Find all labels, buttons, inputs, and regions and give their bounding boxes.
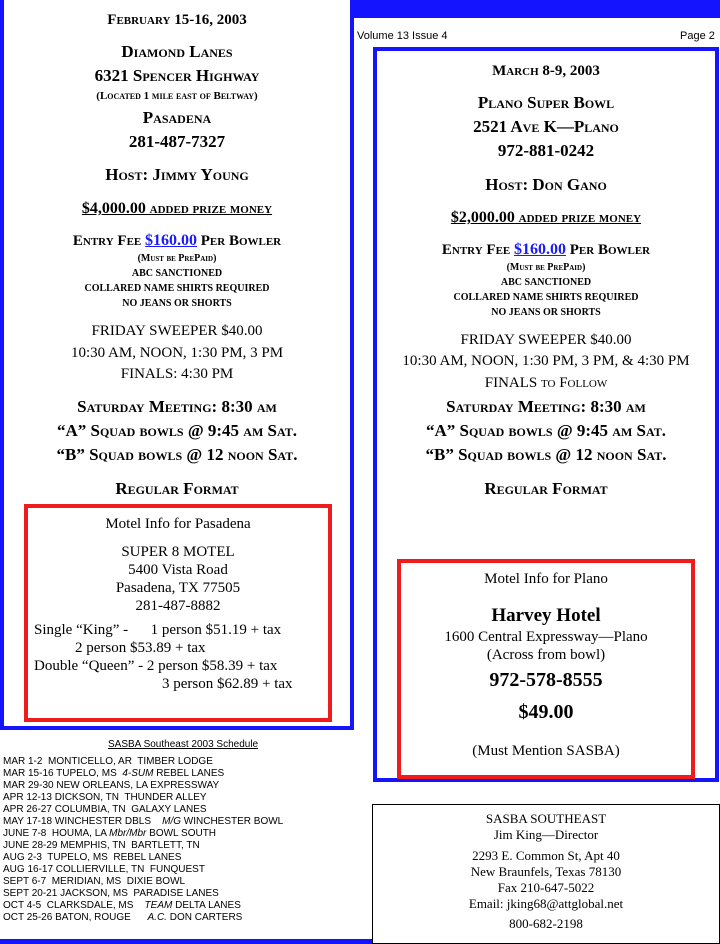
schedule-venue: BOWL SOUTH <box>146 828 217 839</box>
schedule-date: SEPT 20-21 <box>3 888 58 899</box>
schedule-date: SEPT 6-7 <box>3 876 47 887</box>
motel-rate: $49.00 <box>518 701 574 723</box>
schedule-location: MERIDIAN, MS DIXIE BOWL <box>46 876 186 887</box>
prize-text: added prize money <box>514 210 642 226</box>
motel-box-pasadena <box>24 504 332 722</box>
motel-phone: 972-578-8555 <box>489 669 603 691</box>
schedule-date: JUNE 7-8 <box>3 828 47 839</box>
schedule-location: NEW ORLEANS, LA EXPRESSWAY <box>53 780 220 791</box>
schedule-item <box>3 912 283 924</box>
schedule-location: DICKSON, TN THUNDER ALLEY <box>51 792 207 803</box>
schedule-date: OCT 4-5 <box>3 900 42 911</box>
event-host: Host: Jimmy Young <box>105 165 249 184</box>
schedule-item <box>3 768 283 780</box>
schedule-date: APR 12-13 <box>3 792 52 803</box>
top-blue-bar <box>350 0 720 18</box>
bottom-blue-bar <box>0 939 372 944</box>
schedule-item <box>3 840 283 852</box>
abc-sanctioned: ABC SANCTIONED <box>500 277 592 288</box>
schedule-location: BATON, ROUGE <box>52 912 148 923</box>
motel-name: SUPER 8 MOTEL <box>121 544 235 560</box>
prepaid-note: (Must be PrePaid) <box>506 262 586 273</box>
venue-city: Pasadena <box>142 108 212 127</box>
motel-rate-single-2: 2 person $53.89 + tax <box>75 640 206 656</box>
sweeper-times: 10:30 AM, NOON, 1:30 PM, 3 PM <box>70 345 284 361</box>
entry-fee-line <box>4 232 350 250</box>
motel-rate-double-3: 3 person $62.89 + tax <box>162 676 293 692</box>
venue-phone: 281-487-7327 <box>128 132 226 151</box>
schedule-location: MEMPHIS, TN BARTLETT, TN <box>57 840 200 851</box>
entry-fee-link[interactable]: $160.00 <box>145 232 197 249</box>
prepaid-note: (Must be PrePaid) <box>137 253 217 264</box>
schedule-date: APR 26-27 <box>3 804 52 815</box>
prize-money <box>4 200 350 218</box>
schedule-location: HOUMA, LA <box>46 828 110 839</box>
motel-rate-double: Double “Queen” - 2 person $58.39 + tax <box>34 658 278 674</box>
motel-street: 1600 Central Expressway—Plano <box>444 629 648 645</box>
schedule-location: COLLIERVILLE, TN FUNQUEST <box>53 864 205 875</box>
motel-note: (Across from bowl) <box>486 647 606 663</box>
jeans-rule: NO JEANS OR SHORTS <box>491 307 601 318</box>
contact-director: Jim King—Director <box>493 827 599 842</box>
schedule-title: SASBA Southeast 2003 Schedule <box>108 739 259 750</box>
schedule-date: OCT 25-26 <box>3 912 53 923</box>
schedule-location: WINCHESTER DBLS <box>52 816 163 827</box>
event-date: March 8-9, 2003 <box>492 63 600 79</box>
entry-fee-per: Per Bowler <box>566 242 651 258</box>
schedule-location: JACKSON, MS PARADISE LANES <box>57 888 219 899</box>
schedule-item <box>3 852 283 864</box>
schedule-date: MAR 15-16 <box>3 768 54 779</box>
venue-address: 2521 Ave K—Plano <box>473 117 619 136</box>
motel-phone: 281-487-8882 <box>135 598 221 614</box>
venue-name: Diamond Lanes <box>121 42 233 61</box>
venue-phone: 972-881-0242 <box>497 141 595 160</box>
schedule-date: MAR 29-30 <box>3 780 54 791</box>
squad-a: “A” Squad bowls @ 9:45 am Sat. <box>56 421 298 440</box>
saturday-meeting: Saturday Meeting: 8:30 am <box>446 397 646 416</box>
entry-fee-per: Per Bowler <box>197 233 282 249</box>
entry-fee-label: Entry Fee <box>72 233 145 249</box>
schedule-venue: WINCHESTER BOWL <box>181 816 284 827</box>
contact-email[interactable]: Email: jking68@attglobal.net <box>468 896 624 911</box>
schedule-event-type: TEAM <box>144 900 173 911</box>
volume-issue: Volume 13 Issue 4 <box>357 30 448 42</box>
schedule-location: CLARKSDALE, MS <box>41 900 145 911</box>
motel-title: Motel Info for Pasadena <box>105 516 251 532</box>
entry-fee-line <box>377 241 715 259</box>
squad-b: “B” Squad bowls @ 12 noon Sat. <box>425 445 667 464</box>
squad-a: “A” Squad bowls @ 9:45 am Sat. <box>425 421 667 440</box>
motel-title: Motel Info for Plano <box>484 571 608 587</box>
schedule-item <box>3 888 283 900</box>
venue-location-note: (Located 1 mile east of Beltway) <box>96 90 258 102</box>
schedule-item <box>3 900 283 912</box>
shirts-rule: COLLARED NAME SHIRTS REQUIRED <box>453 292 639 303</box>
schedule-event-type: Mbr/Mbr <box>109 828 147 839</box>
venue-address: 6321 Spencer Highway <box>94 66 260 85</box>
jeans-rule: NO JEANS OR SHORTS <box>122 298 232 309</box>
schedule-item <box>3 804 283 816</box>
schedule-item <box>3 780 283 792</box>
shirts-rule: COLLARED NAME SHIRTS REQUIRED <box>84 283 270 294</box>
entry-fee-label: Entry Fee <box>441 242 514 258</box>
schedule-venue: REBEL LANES <box>153 768 225 779</box>
schedule-date: MAR 1-2 <box>3 756 43 767</box>
schedule-location: COLUMBIA, TN GALAXY LANES <box>51 804 207 815</box>
schedule-item <box>3 828 283 840</box>
prize-text: added prize money <box>145 201 273 217</box>
motel-name: Harvey Hotel <box>491 605 601 626</box>
schedule-location: TUPELO, MS REBEL LANES <box>41 852 182 863</box>
sweeper-times: 10:30 AM, NOON, 1:30 PM, 3 PM, & 4:30 PM <box>402 353 690 369</box>
schedule-location: MONTICELLO, AR TIMBER LODGE <box>42 756 213 767</box>
motel-rate-single: Single “King” - 1 person $51.19 + tax <box>34 622 282 638</box>
schedule-item <box>3 816 283 828</box>
schedule-event-type: M/G <box>162 816 182 827</box>
venue-name: Plano Super Bowl <box>477 93 615 112</box>
abc-sanctioned: ABC SANCTIONED <box>131 268 223 279</box>
schedule-location: TUPELO, MS <box>53 768 123 779</box>
schedule-item <box>3 864 283 876</box>
prize-amount: $2,000.00 <box>450 209 515 226</box>
motel-city: Pasadena, TX 77505 <box>115 580 241 596</box>
schedule-venue: DELTA LANES <box>172 900 241 911</box>
schedule-event-type: A.C. <box>147 912 167 923</box>
schedule-date: AUG 16-17 <box>3 864 54 875</box>
contact-phone: 800-682-2198 <box>509 916 583 931</box>
schedule-item <box>3 876 283 888</box>
schedule-date: JUNE 28-29 <box>3 840 58 851</box>
motel-street: 5400 Vista Road <box>128 562 228 578</box>
prize-amount: $4,000.00 <box>81 200 146 217</box>
contact-city: New Braunfels, Texas 78130 <box>470 864 622 879</box>
contact-street: 2293 E. Common St, Apt 40 <box>472 848 620 863</box>
schedule-date: MAY 17-18 <box>3 816 53 827</box>
event-date: February 15-16, 2003 <box>107 12 247 28</box>
friday-sweeper: FRIDAY SWEEPER $40.00 <box>460 332 632 348</box>
finals-time: FINALS to Follow <box>484 375 608 391</box>
event-host: Host: Don Gano <box>485 175 607 194</box>
schedule-item <box>3 792 283 804</box>
prize-money <box>377 209 715 227</box>
event-format: Regular Format <box>484 479 608 498</box>
entry-fee-link[interactable]: $160.00 <box>514 241 566 258</box>
motel-mention: (Must Mention SASBA) <box>472 743 620 759</box>
contact-org: SASBA SOUTHEAST <box>485 811 607 826</box>
finals-time: FINALS: 4:30 PM <box>120 366 234 382</box>
schedule-item <box>3 756 283 768</box>
schedule-event-type: 4-SUM <box>122 768 154 779</box>
saturday-meeting: Saturday Meeting: 8:30 am <box>77 397 277 416</box>
schedule-venue: DON CARTERS <box>166 912 243 923</box>
schedule-date: AUG 2-3 <box>3 852 42 863</box>
contact-fax: Fax 210-647-5022 <box>497 880 595 895</box>
squad-b: “B” Squad bowls @ 12 noon Sat. <box>56 445 298 464</box>
contact-box <box>372 804 720 944</box>
event-format: Regular Format <box>115 479 239 498</box>
friday-sweeper: FRIDAY SWEEPER $40.00 <box>91 323 263 339</box>
motel-box-plano <box>397 559 695 779</box>
schedule-list <box>3 756 283 924</box>
page-number: Page 2 <box>680 30 715 42</box>
